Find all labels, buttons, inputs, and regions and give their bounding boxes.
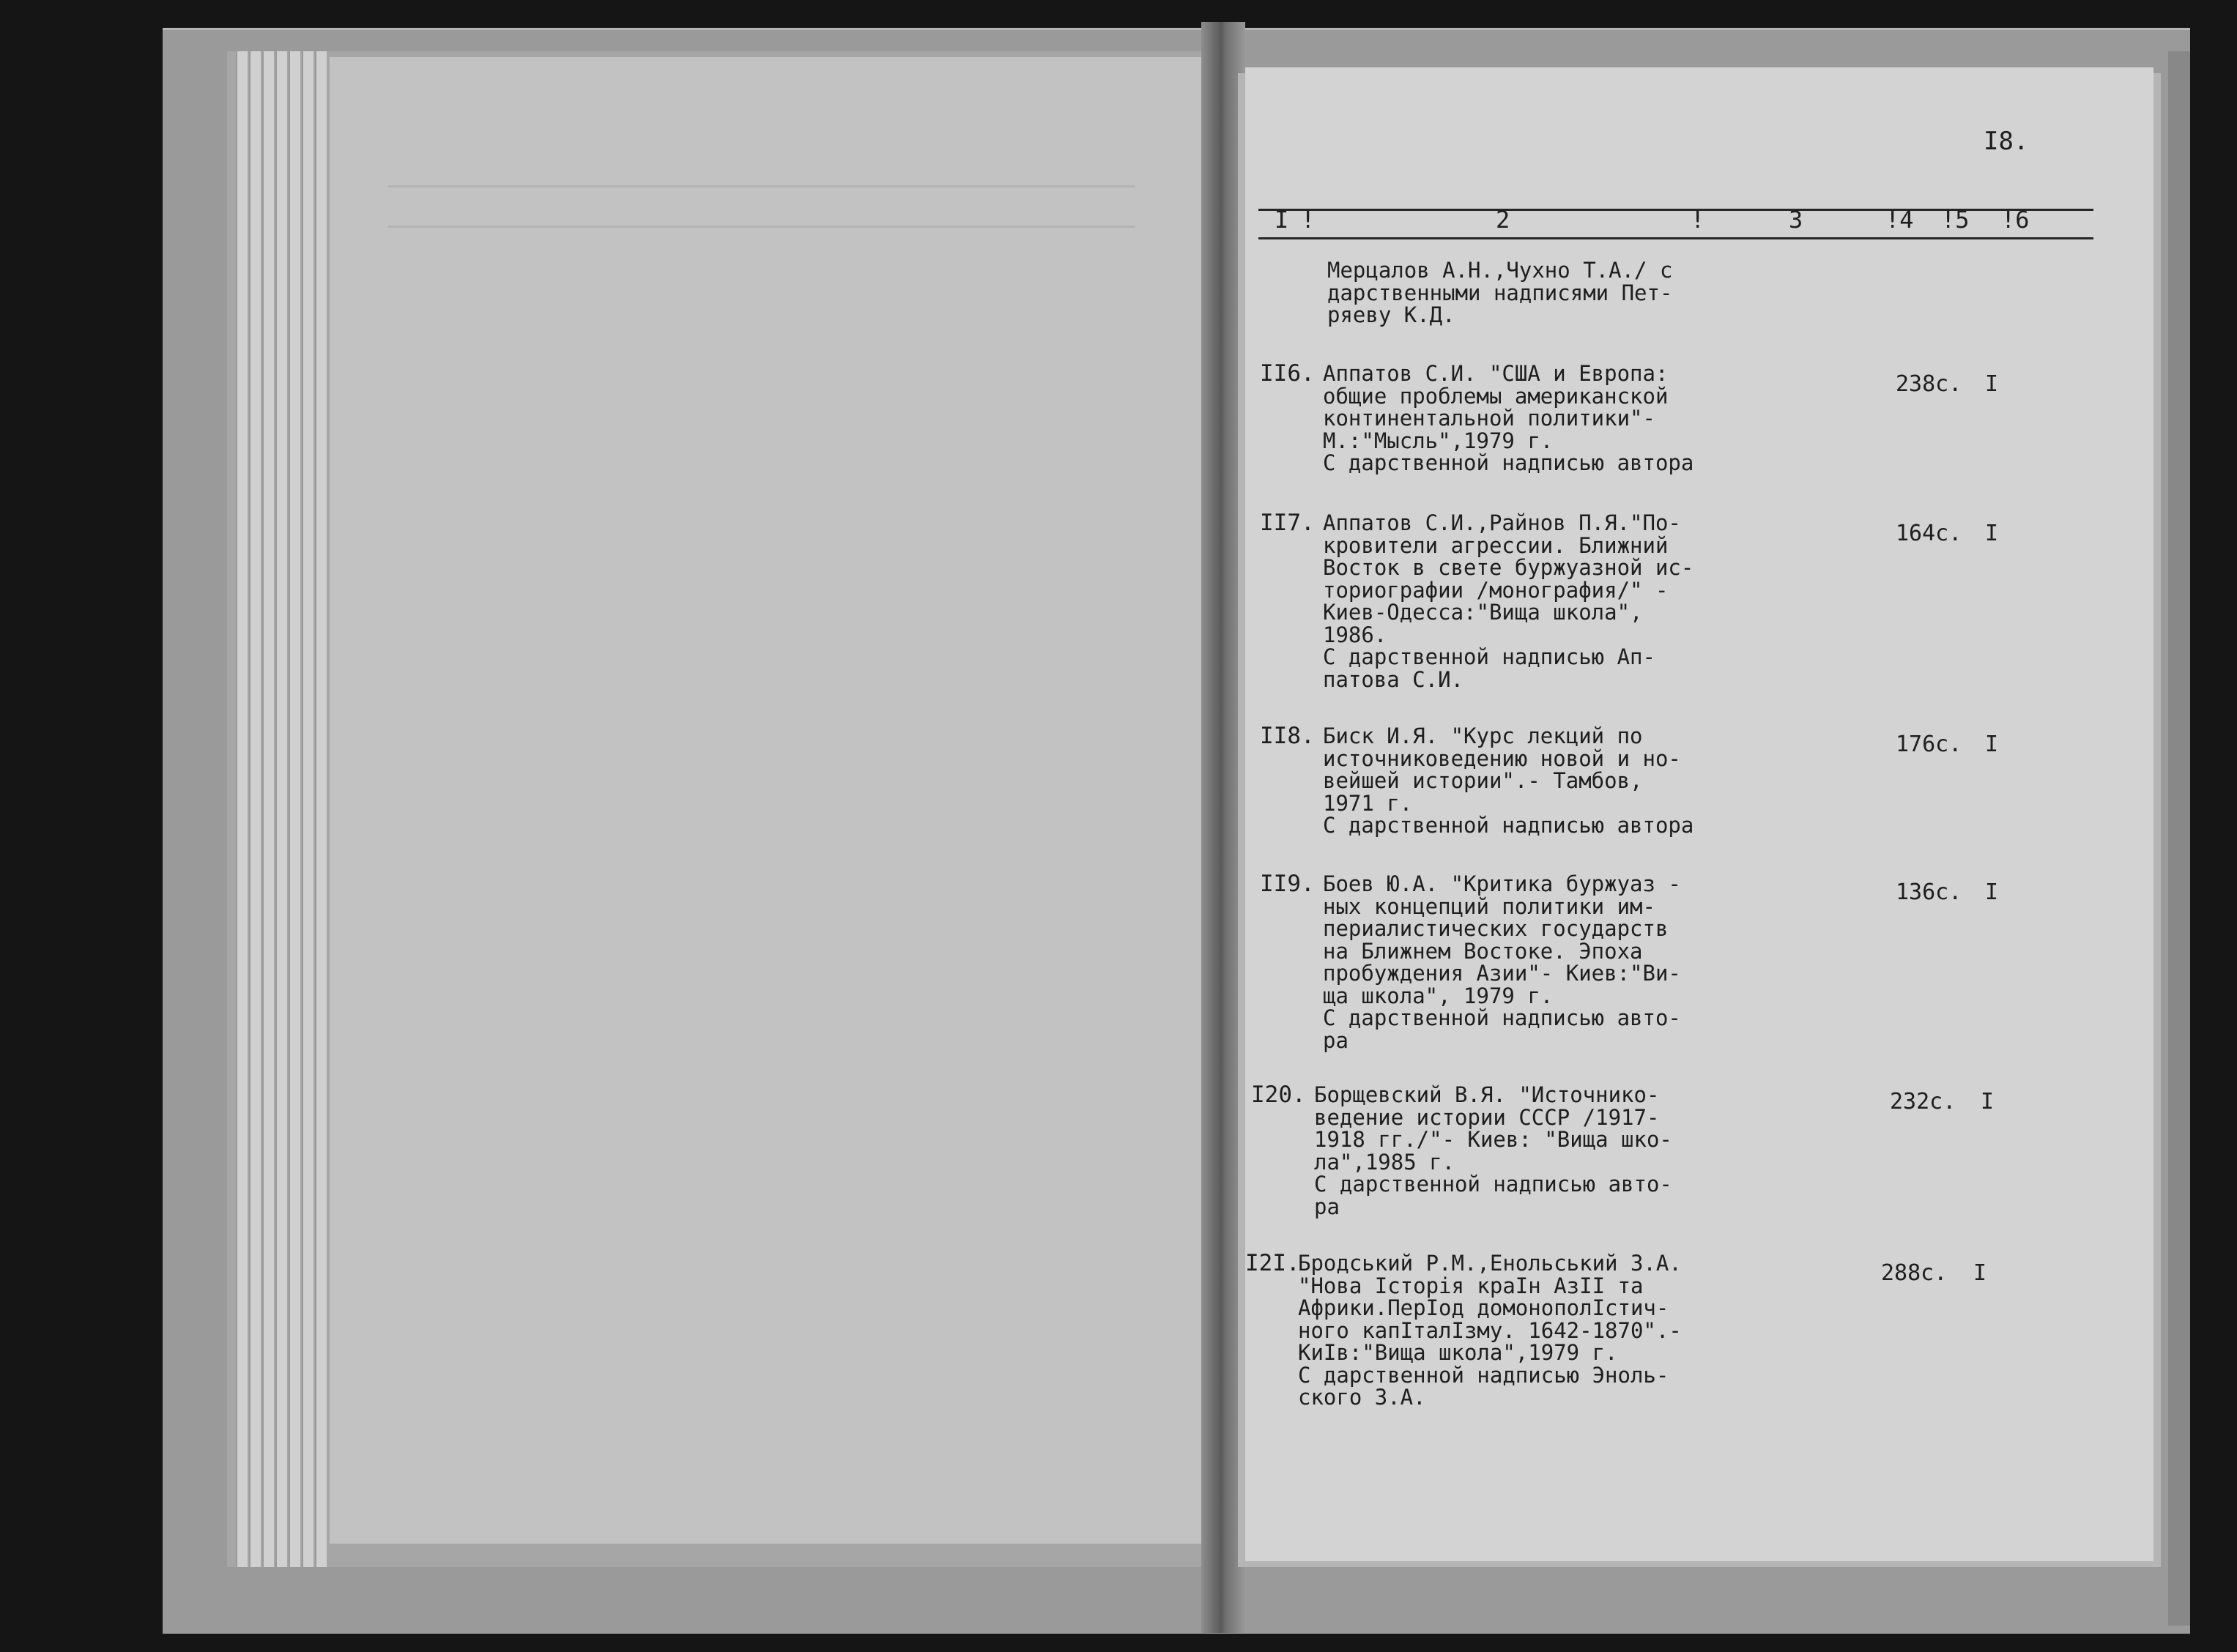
- entry-copies: I: [1985, 879, 1999, 905]
- entry-page-count: 136с.: [1896, 879, 1962, 905]
- entry-page-count: 176с.: [1896, 732, 1962, 757]
- page-number: I8.: [1984, 127, 2029, 156]
- column-header-5: !5: [1941, 206, 1970, 234]
- entry-page-count: 288с.: [1881, 1260, 1948, 1286]
- entry-number: II6.: [1260, 360, 1315, 387]
- entry-text: Борщевский В.Я. "Источнико- ведение истории СССР /1917- 1918 гг./"- Киев: "Вища шко- ла",1985 г. С дарственной надписью авто- ра: [1314, 1082, 1672, 1219]
- entry-text: Бродський Р.М.,Енольський З.А. "Нова Iсторiя краIн АзII та Африки.ПерIод домонополIстич- ного капIталIзму. 1642-1870".- КиIв:"Вища школа",1979 г. С дарственной надписью Эноль- ского З.А.: [1298, 1251, 1682, 1410]
- entry-page-count: 164с.: [1896, 521, 1962, 546]
- entry-copies: I: [1973, 1260, 1987, 1286]
- entry-copies: I: [1985, 732, 1999, 757]
- continuation-text: Мерцалов А.Н.,Чухно Т.А./ с дарственными надписями Пет- ряеву К.Д.: [1327, 258, 1673, 327]
- entry-text: Биск И.Я. "Курс лекций по источниковедению новой и но- вейшей истории".- Тамбов, 1971 г. С дарственной надписью автора: [1323, 723, 1694, 838]
- page-edge: [315, 51, 327, 1567]
- entry-number: II9.: [1260, 871, 1315, 897]
- column-header-4: !4: [1885, 206, 1914, 234]
- entry-text: Аппатов С.И. "США и Европа: общие проблемы американской континентальной политики"- М.:"Мысль",1979 г. С дарственной надписью автора: [1323, 361, 1694, 475]
- column-header-2: 2: [1496, 206, 1510, 234]
- column-header-1: I: [1275, 206, 1289, 234]
- header-rule-bottom: [1258, 237, 2093, 239]
- page-edge: [262, 51, 274, 1567]
- right-page: [1245, 67, 2153, 1561]
- column-separator: !: [1301, 206, 1316, 234]
- column-header-6: !6: [2001, 206, 2030, 234]
- entry-page-count: 238с.: [1896, 371, 1962, 397]
- cover-edge: [2168, 51, 2190, 1626]
- column-header-3: 3: [1789, 206, 1803, 234]
- left-page-blank: [330, 57, 1229, 1544]
- entry-number: I20.: [1251, 1082, 1306, 1108]
- bleed-through-line: [388, 226, 1135, 228]
- entry-text: Аппатов С.И.,Райнов П.Я."По- кровители агрессии. Ближний Восток в свете буржуазной ис- ториографии /монография/" - Киев-Одесса:"Вища школа", 1986. С дарственной надписью Ап- патова С.И.: [1323, 510, 1694, 692]
- page-edge: [289, 51, 300, 1567]
- entry-copies: I: [1985, 521, 1999, 546]
- bleed-through-line: [388, 185, 1135, 187]
- entry-page-count: 232с.: [1890, 1089, 1956, 1115]
- entry-number: II7.: [1260, 510, 1315, 536]
- page-edge: [249, 51, 261, 1567]
- entry-text: Боев Ю.А. "Критика буржуаз - ных концепций политики им- периалистических государств на Ближнем Востоке. Эпоха пробуждения Азии"- Киев:"Ви- ща школа", 1979 г. С дарственной надписью авто- ра: [1323, 871, 1681, 1053]
- entry-number: I2I.: [1245, 1250, 1300, 1276]
- page-edge: [275, 51, 287, 1567]
- entry-number: II8.: [1260, 723, 1315, 749]
- column-separator: !: [1691, 206, 1705, 234]
- page-edge: [236, 51, 248, 1567]
- entry-copies: I: [1981, 1089, 1995, 1115]
- entry-copies: I: [1985, 371, 1999, 397]
- page-edge: [302, 51, 314, 1567]
